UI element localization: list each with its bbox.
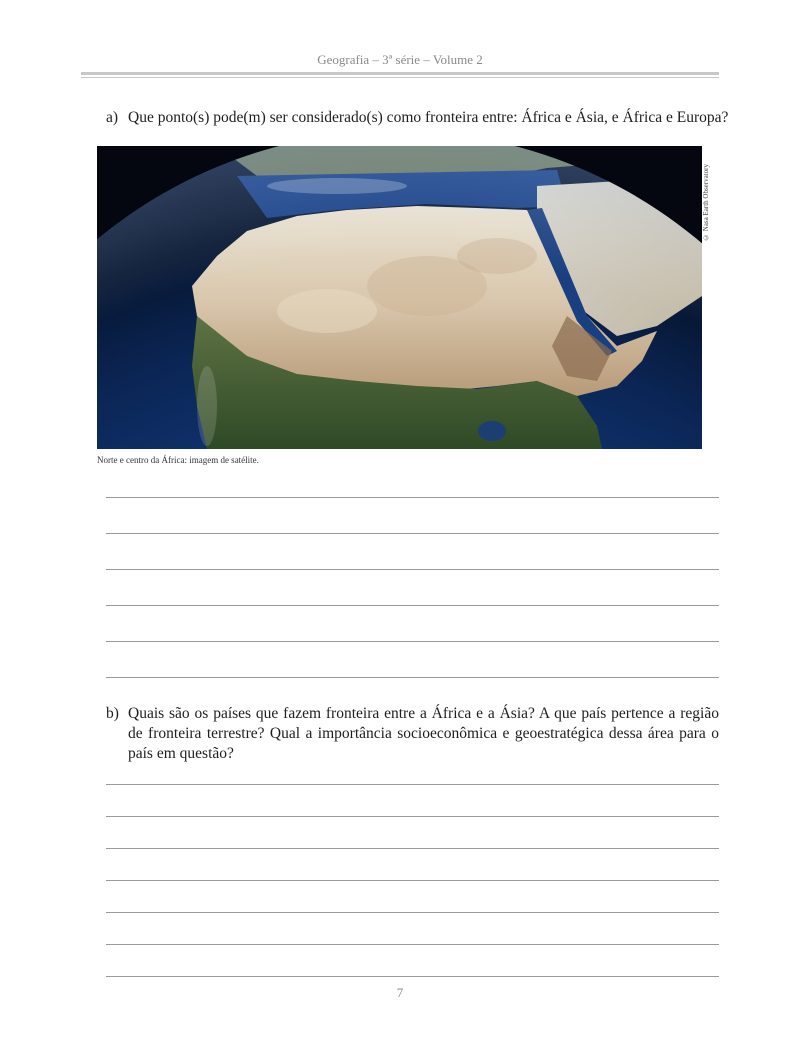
answer-line[interactable] [106, 641, 719, 642]
page-header-title: Geografia – 3ª série – Volume 2 [317, 52, 483, 67]
image-credit: © Nasa Earth Observatory [702, 163, 710, 241]
satellite-image-africa [97, 146, 702, 449]
question-b-letter: b) [106, 705, 119, 722]
answer-line[interactable] [106, 816, 719, 817]
answer-line[interactable] [106, 848, 719, 849]
answer-line[interactable] [106, 677, 719, 678]
question-a-text: Que ponto(s) pode(m) ser considerado(s) como fronteira entre: África e Ásia, e África e Europa? [128, 109, 729, 126]
header-rule [81, 72, 719, 75]
page-number: 7 [396, 985, 404, 1000]
question-a-letter: a) [106, 109, 119, 126]
answer-line[interactable] [106, 912, 719, 913]
answer-line[interactable] [106, 497, 719, 498]
answer-line[interactable] [106, 569, 719, 570]
answer-line[interactable] [106, 605, 719, 606]
question-a [106, 108, 729, 128]
answer-line[interactable] [106, 944, 719, 945]
answer-line[interactable] [106, 784, 719, 785]
question-b [106, 704, 719, 764]
answer-line[interactable] [106, 880, 719, 881]
header-rule [81, 77, 719, 78]
question-b-text: Quais são os países que fazem fronteira entre a África e a Ásia? A que país pertence a região de fronteira terrestre? Qual a importância socioeconômica e geoestratégica dessa área para o país em questão? [128, 705, 719, 762]
figure-caption: Norte e centro da África: imagem de satélite. [97, 455, 259, 465]
answer-line[interactable] [106, 976, 719, 977]
answer-line[interactable] [106, 533, 719, 534]
